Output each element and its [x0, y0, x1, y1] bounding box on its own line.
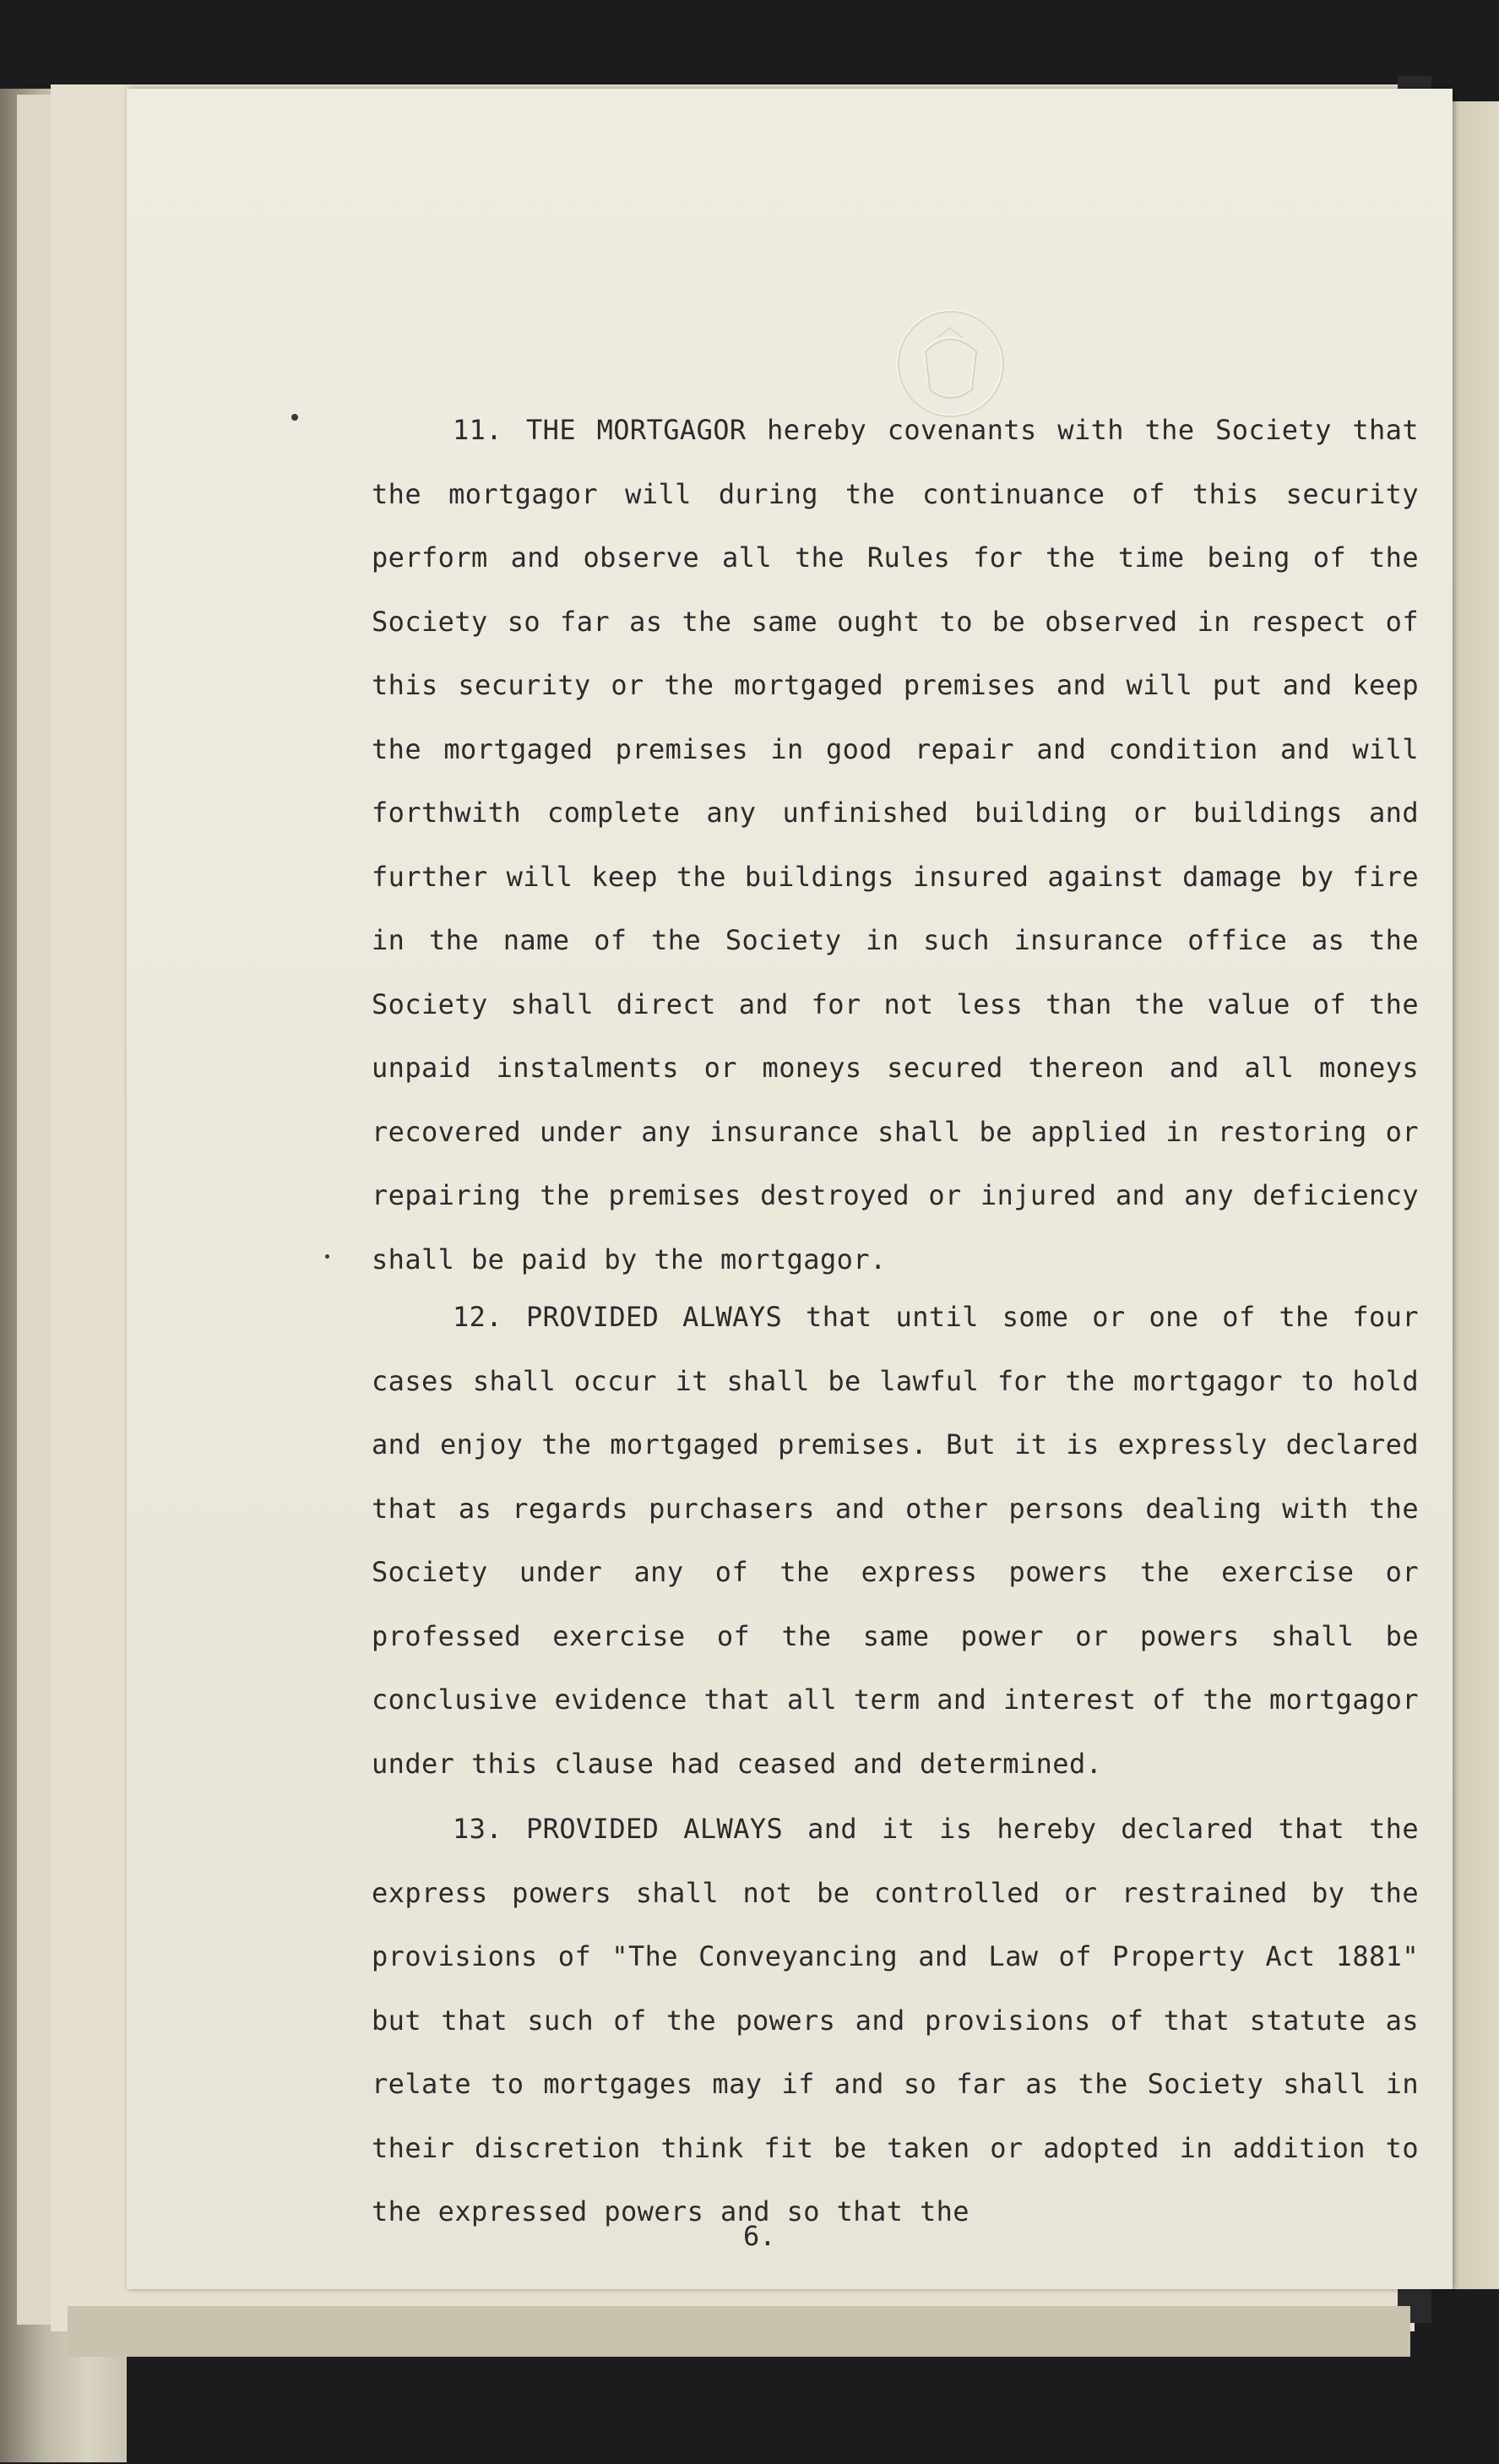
- clause-11-number: 11.: [453, 414, 502, 446]
- clause-11-text: THE MORTGAGOR hereby covenants with the Society that the mortgagor will during the continuance of this security perform and observe all the Rules for the time being of the Society so far as the same ought to be observed in respect of this security or the mortgaged premises and will put and keep the mortgaged premises in good repair and condition and will forthwith complete any unfinished building or buildings and further will keep the buildings insured against damage by fire in the name of the Society in such insurance office as the Society shall direct and for not less than the value of the unpaid instalments or moneys secured thereon and all moneys recovered under any insurance shall be applied in restoring or repairing the premises destroyed or injured and any deficiency shall be paid by the mortgagor.: [372, 414, 1419, 1276]
- clause-13: [372, 1798, 1419, 2244]
- clause-11: [372, 399, 1419, 1292]
- clause-13-number: 13.: [453, 1813, 502, 1845]
- page-number: 6.: [743, 2220, 776, 2252]
- margin-dot: [291, 414, 298, 421]
- clause-12-number: 12.: [453, 1301, 502, 1333]
- page-stack-bottom: [68, 2306, 1410, 2357]
- clause-12: [372, 1286, 1419, 1796]
- clause-12-text: PROVIDED ALWAYS that until some or one of the four cases shall occur it shall be lawful for the mortgagor to hold and enjoy the mortgaged premises. But it is expressly declared that as regards purchasers and other persons dealing with the Society under any of the express powers the exercise or professed exercise of the same power or powers shall be conclusive evidence that all term and interest of the mortgagor under this clause had ceased and determined.: [372, 1301, 1419, 1780]
- clause-13-text: PROVIDED ALWAYS and it is hereby declared that the express powers shall not be controlled or restrained by the provisions of "The Conveyancing and Law of Property Act 1881" but that such of the powers and provisions of that statute as relate to mortgages may if and so far as the Society shall in their discretion think fit be taken or adopted in addition to the expressed powers and so that the: [372, 1813, 1419, 2227]
- margin-dot: [325, 1254, 329, 1259]
